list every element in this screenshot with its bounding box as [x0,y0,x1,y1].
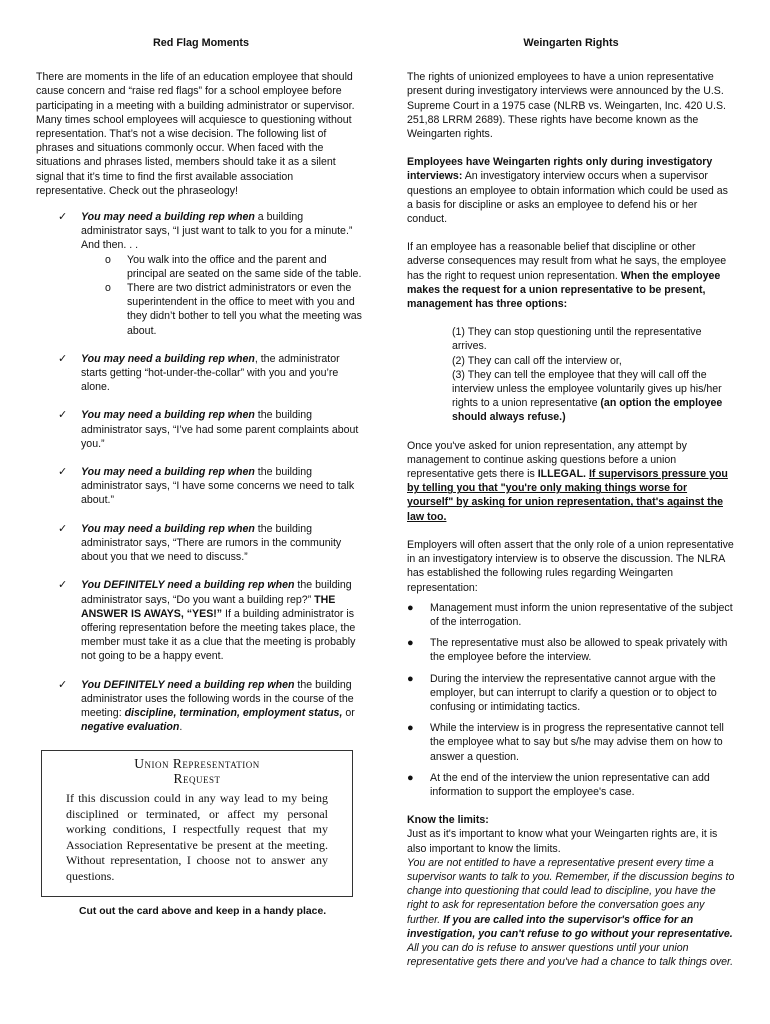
card-body: If this discussion could in any way lead to my being disciplined or terminated, or affect my personal working conditions, I respectfully request that my Association Representative be present at the meeting. Without representation, I choose not to answer any questions. [66,791,328,883]
list-item [36,210,366,338]
item-lead: You DEFINITELY need a building rep when [81,579,295,592]
option-3-bold: (an option the employee should always refuse.) [452,397,723,424]
weingarten-intro: The rights of unionized employees to have a union representative present during investigatory interviews were announced by the U.S. Supreme Court in a 1975 case (NLRB vs. Weingarten, Inc. 420 U.S. 251,88 LRRM 2689). These rights have become known as the Weingarten rights. [407,71,726,141]
card-title-line-1: Union Representation [134,756,260,772]
illegal-paragraph [407,439,735,524]
item-bold: THE ANSWER IS AWAYS, “YES!” [81,593,336,620]
list-item [407,636,735,664]
circle-bullet-icon: o [105,253,111,266]
rule-text: Management must inform the union representative of the subject of the interrogation. [430,601,733,628]
limits-italic-2: All you can do is refuse to answer questions until your union representative gets there and you've had a chance to talk things over. [407,941,734,969]
sub-list [81,253,366,338]
red-flag-list [36,210,366,734]
weingarten-heading: Weingarten Rights [523,37,619,49]
limits-italic-1: You are not entitled to have a representative present every time a supervisor wants to talk to you. Remember, if the discussion begins to change into questioning that could lead to discipline, you have the right to ask for representation before the conversation goes any further. [407,856,735,926]
list-item [36,465,366,508]
reasonable-belief-paragraph [407,240,735,311]
illegal-underlined: If supervisors pressure you by telling you that "you're only making things worse for yourself" by asking for union representation, that's against the law too. [407,468,728,523]
checkmark-icon: ✓ [58,466,68,479]
list-item [407,672,735,715]
list-item [36,522,366,565]
item-keywords: discipline, termination, employment status, [124,706,343,719]
item-text: the building administrator says, “There are rumors in the community about you that we need to discuss.” [81,522,342,564]
left-column [36,36,366,920]
union-representation-card [41,750,353,897]
bullet-icon: ● [407,601,414,614]
bullet-icon: ● [407,722,414,735]
limits-bold-italic: If you are called into the supervisor's office for an investigation, you can't refuse to go without your representative. [407,913,733,940]
illegal-text: Once you've asked for union representation, any attempt by management to continue asking questions before a union representative gets there is [407,439,687,481]
item-lead: You may need a building rep when [81,522,255,535]
rule-text: At the end of the interview the union representative can add information to support the employee's case. [430,771,710,798]
limits-italic-paragraph [407,856,735,970]
option-1: (1) They can stop questioning until the representative arrives. [452,326,702,353]
bullet-icon: ● [407,637,414,650]
item-text-2: If a building administrator is offering representation before the meeting takes place, the member must take it as a clue that the meeting is probably not going to be a happy event. [81,607,356,663]
nlra-paragraph: Employers will often assert that the only role of a union representative in an investigatory interview is to observe the discussion. The NLRA has established the following rules regarding Weingarten representation: [407,538,734,594]
item-keyword-2: negative evaluation [81,721,180,734]
list-item [407,721,735,764]
card-caption: Cut out the card above and keep in a handy place. [79,906,327,918]
right-column [407,36,735,969]
item-lead: You may need a building rep when [81,409,255,422]
item-text: the building administrator uses the following words in the course of the meeting: [81,678,354,719]
sub-item [81,281,366,338]
card-title-line-2: Request [173,771,221,787]
item-text: the building administrator says, “I’ve had some parent complaints about you.” [81,409,359,450]
rule-text: During the interview the representative cannot argue with the employer, but can interrupt to clarify a question or to object to confusing or intimidating tactics. [430,672,717,713]
bullet-icon: ● [407,672,414,685]
item-text-2: or [342,706,355,719]
checkmark-icon: ✓ [58,678,68,691]
know-the-limits-text: Just as it's important to know what your Weingarten rights are, it is also important to know the limits. [407,828,718,855]
item-lead: You may need a building rep when [81,352,255,365]
card-title [66,756,328,786]
option-3 [452,368,735,425]
list-item [36,352,366,395]
rule-text: The representative must also be allowed to speak privately with the employee before the interview. [430,637,728,664]
red-flag-intro: There are moments in the life of an education employee that should cause concern and “raise red flags” for a school employee before participating in a meeting with a building administrator or supervisor. Many times school employees will acquiesce to questioning without representation. That’s not a wise decision. The following list of phrases and situations commonly occur. When faced with the situations and phrases listed, members should take it as a silent signal that it’s time to find the first available association representative. Check out the phraseology! [36,71,355,197]
list-item [36,678,366,735]
nlra-rules-list [407,601,735,799]
investigatory-text: An investigatory interview occurs when a supervisor questions an employee to obtain information which could be used as a basis for discipline or asks an employee to defend his or her conduct. [407,170,728,226]
illegal-bold: ILLEGAL. [537,468,586,481]
bullet-icon: ● [407,771,414,784]
list-item [407,601,735,629]
checkmark-icon: ✓ [58,352,68,365]
item-text: a building administrator says, “I just want to talk to you for a minute.” And then. . . [81,211,353,252]
red-flag-heading: Red Flag Moments [153,37,249,49]
checkmark-icon: ✓ [58,211,68,224]
checkmark-icon: ✓ [58,522,68,535]
circle-bullet-icon: o [105,282,111,295]
rule-text: While the interview is in progress the representative cannot tell the employee what to say but s/he may advise them on how to answer a question. [430,722,724,763]
investigatory-lead: Employees have Weingarten rights only during investigatory interviews: [407,156,713,183]
list-item [36,578,366,663]
item-text-3: . [179,721,183,734]
sub-item [81,253,366,281]
item-lead: You DEFINITELY need a building rep when [81,678,295,691]
item-text: the building administrator says, “Do you want a building rep?” [81,579,352,606]
option-3-text: (3) They can tell the employee that they will call off the interview unless the employee voluntarily gives up his/her rights to a union representative [452,368,722,410]
checkmark-icon: ✓ [58,409,68,422]
item-text: the building administrator says, “I have some concerns we need to talk about.” [81,466,355,507]
reasonable-belief-text: If an employee has a reasonable belief that discipline or other adverse consequences may result from what he says, the employee has the right to request union representation. [407,241,727,282]
item-text: , the administrator starts getting “hot-under-the-collar” with you and you’re alone. [81,352,340,394]
sub-item-text: There are two district administrators or even the superintendent in the office to meet with you and they didn’t bother to tell you what the meeting was about. [127,282,362,337]
know-the-limits-heading: Know the limits: [407,814,489,827]
reasonable-belief-bold: When the employee makes the request for a union representative to be present, management has three options: [407,269,721,311]
item-lead: You may need a building rep when [81,466,255,479]
management-options [407,325,735,424]
item-lead: You may need a building rep when [81,211,255,224]
option-2: (2) They can call off the interview or, [452,354,622,367]
checkmark-icon: ✓ [58,579,68,592]
sub-item-text: You walk into the office and the parent and principal are seated on the same side of the table. [127,253,362,280]
list-item [36,408,366,451]
investigatory-paragraph [407,155,735,226]
list-item [407,771,735,799]
